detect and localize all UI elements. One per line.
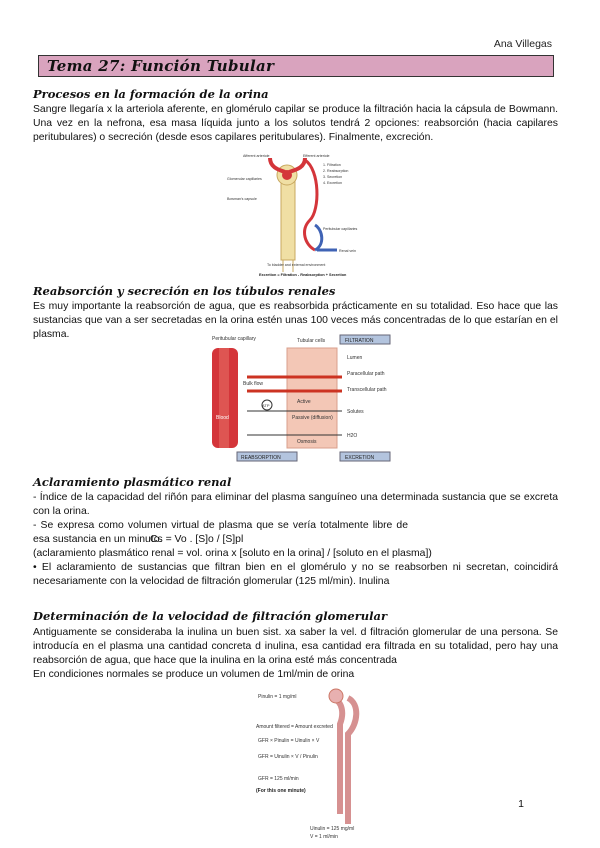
glomerulus	[282, 170, 292, 180]
fig2-label: Paracellular path	[347, 371, 385, 377]
fig1-label: Bowman's capsule	[227, 197, 257, 201]
fig2-label: Passive (diffusion)	[292, 415, 333, 421]
clearance-expression: - Se expresa como volumen virtual de plasma que se vería totalmente libre de esa sustancia en un minuto.	[33, 520, 408, 545]
clearance-formula: Cs = Vo . [S]o / [S]pl	[150, 534, 244, 545]
nephron-diagram	[225, 150, 365, 278]
reabsorption-diagram	[207, 333, 397, 463]
glomerulus	[329, 689, 343, 703]
tubule-shape	[281, 180, 295, 260]
fig2-label: Bulk flow	[243, 381, 264, 387]
fig2-label: Solutes	[347, 409, 364, 415]
fig2-label: Peritubular capillary	[212, 336, 256, 342]
fig3-label: V = 1 ml/min	[310, 834, 338, 840]
nephron-tubule	[333, 698, 342, 814]
fig3-label: Pinulin = 1 mg/ml	[258, 694, 297, 700]
urine-volume-note: En condiciones normales se produce un volumen de 1ml/min de orina	[33, 669, 355, 680]
fig2-label: Osmosis	[297, 439, 317, 445]
capillary-highlight	[219, 348, 229, 448]
fig3-label: Uinulin = 125 mg/ml	[310, 826, 355, 832]
peritubular-red	[305, 160, 317, 250]
paragraph-gfr: Antiguamente se consideraba la inulina un buen sist. xa saber la vel. d filtración glomerular de una persona. Se introducía en el plasma una cantidad concreta d inulina, esa cantidad era filtrada en su totalidad, pero hay una reabsorción de agua, que hace que la inulina en la orina esté más concentrada	[33, 627, 558, 666]
section-heading-clearance: Aclaramiento plasmático renal	[33, 475, 232, 489]
fig1-label: 4. Excretion	[323, 181, 342, 185]
peritubular-blue	[315, 225, 322, 250]
fig1-label: Renal vein	[339, 249, 356, 253]
fig3-label: GFR = 125 ml/min	[258, 776, 299, 782]
fig2-label: Tubular cells	[297, 338, 326, 344]
fig2-label: H2O	[347, 433, 358, 439]
fig3-label: Amount filtered = Amount excreted	[256, 724, 333, 730]
fig2-label: Active	[297, 399, 311, 405]
section-heading-gfr: Determinación de la velocidad de filtración glomerular	[33, 609, 388, 623]
fig2-label: Lumen	[347, 355, 363, 361]
fig1-label: To bladder and external environment	[267, 263, 326, 267]
fig1-label: 2. Reabsorption	[323, 169, 349, 173]
page-title-bar	[38, 55, 554, 77]
clearance-inulin-note: • El aclaramiento de sustancias que filtran bien en el glomérulo y no se reabsorben ni secretan, coincidirá necesariamente con la velocidad de filtración glomerular (125 ml/min). Inulina	[33, 562, 558, 587]
inulin-gfr-diagram	[248, 684, 378, 844]
fig3-label: GFR × Pinulin = Uinulin × V	[258, 738, 320, 744]
fig2-label: FILTRATION	[345, 338, 374, 344]
clearance-explanation: (aclaramiento plasmático renal = vol. orina x [soluto en la orina] / [soluto en el plasma])	[33, 548, 432, 559]
fig1-label: 3. Secretion	[323, 175, 343, 179]
fig3-label: GFR = Uinulin × V / Pinulin	[258, 754, 318, 760]
fig2-label: Transcellular path	[347, 387, 387, 393]
paragraph-reabsorption: Es muy importante la reabsorción de agua, que es reabsorbida prácticamente en su totalidad. Eso hace que las sustancias que van a ser secretadas en la orina estén unas 100 veces más concentradas de lo que estarían en el plasma.	[33, 301, 558, 340]
collecting-tubule	[348, 698, 356, 824]
page-number: 1	[518, 798, 524, 810]
tubular-cells	[287, 348, 337, 448]
paragraph-formation: Sangre llegaría x la arteriola aferente, en glomérulo capilar se produce la filtración hacia la cápsula de Bowmann. Una vez en la nefrona, esa masa líquida junto a los solutos tendrá 2 opciones: reabsorción (hacia capilares peritubulares) o secreción (desde esos capilares peritubulares). Finalmente, excreción.	[33, 104, 558, 143]
fig2-label: REABSORPTION	[241, 455, 281, 461]
fig1-label: Afferent arteriole	[243, 154, 270, 158]
fig2-label: ATP	[262, 403, 270, 408]
page-title: Tema 27: Función Tubular	[47, 57, 275, 75]
fig1-label: Glomerular capillaries	[227, 177, 262, 181]
fig1-label: Peritubular capillaries	[323, 227, 358, 231]
clearance-definition: - Índice de la capacidad del riñón para eliminar del plasma sanguíneo una determinada sustancia que se excreta con la orina.	[33, 492, 558, 517]
author-name: Ana Villegas	[493, 38, 552, 50]
fig2-label: Blood	[216, 415, 229, 421]
fig3-label: (For this one minute)	[256, 788, 306, 794]
section-heading-reabsorption: Reabsorción y secreción en los túbulos renales	[33, 284, 336, 298]
fig1-label: Efferent arteriole	[303, 154, 330, 158]
fig1-label: 1. Filtration	[323, 163, 341, 167]
fig1-legend: Excretion = Filtration - Reabsorption + Secretion	[259, 273, 347, 277]
fig2-label: EXCRETION	[345, 455, 375, 461]
section-heading-formation: Procesos en la formación de la orina	[33, 87, 269, 101]
